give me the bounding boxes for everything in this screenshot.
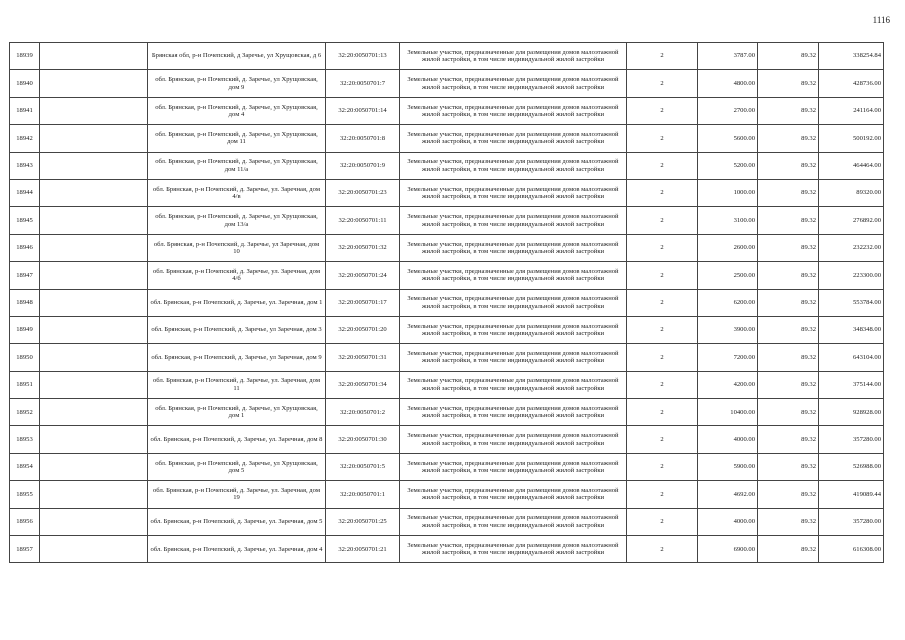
land-use-cell: Земельные участки, предназначенные для размещения домов малоэтажной жилой застройки, в том числе индивидуальной жилой застройки xyxy=(400,179,627,206)
land-use-cell: Земельные участки, предназначенные для размещения домов малоэтажной жилой застройки, в том числе индивидуальной жилой застройки xyxy=(400,234,627,261)
row-number: 18951 xyxy=(10,371,40,398)
cadastral-value-cell: 348348.00 xyxy=(819,316,884,343)
table-row xyxy=(10,536,884,563)
area-cell: 7200.00 xyxy=(698,344,758,371)
row-number: 18941 xyxy=(10,97,40,124)
cadastral-value-cell: 428736.00 xyxy=(819,70,884,97)
address-cell: обл. Брянская, р-н Почепский, д. Заречье, ул Хрущовская, дом 11 xyxy=(148,125,326,152)
row-number: 18939 xyxy=(10,43,40,70)
address-cell: Брянская обл, р-н Почепский, д Заречье, ул Хрущовская, д 6 xyxy=(148,43,326,70)
cadastral-number-cell: 32:20:0050701:1 xyxy=(326,481,400,508)
rate-cell: 89.32 xyxy=(758,234,819,261)
cadastral-value-cell: 223300.00 xyxy=(819,262,884,289)
spacer-cell xyxy=(40,207,148,234)
cadastral-value-cell: 357280.00 xyxy=(819,508,884,535)
area-cell: 4000.00 xyxy=(698,508,758,535)
area-cell: 4000.00 xyxy=(698,426,758,453)
rate-cell: 89.32 xyxy=(758,262,819,289)
row-number: 18946 xyxy=(10,234,40,261)
spacer-cell xyxy=(40,536,148,563)
spacer-cell xyxy=(40,262,148,289)
cadastral-value-cell: 357280.00 xyxy=(819,426,884,453)
spacer-cell xyxy=(40,371,148,398)
spacer-cell xyxy=(40,508,148,535)
address-cell: обл. Брянская, р-н Почепский, д. Заречье, ул. Заречная, дом 4/б xyxy=(148,262,326,289)
table-row xyxy=(10,426,884,453)
spacer-cell xyxy=(40,70,148,97)
area-cell: 5600.00 xyxy=(698,125,758,152)
cadastral-number-cell: 32:20:0050701:32 xyxy=(326,234,400,261)
address-cell: обл. Брянская, р-н Почепский, д. Заречье, ул Хрущовская, дом 13/а xyxy=(148,207,326,234)
land-use-cell: Земельные участки, предназначенные для размещения домов малоэтажной жилой застройки, в том числе индивидуальной жилой застройки xyxy=(400,426,627,453)
cadastral-number-cell: 32:20:0050701:23 xyxy=(326,179,400,206)
cadastral-value-cell: 526988.00 xyxy=(819,453,884,480)
rate-cell: 89.32 xyxy=(758,289,819,316)
area-cell: 4200.00 xyxy=(698,371,758,398)
address-cell: обл. Брянская, р-н Почепский, д. Заречье, ул Хрущовская, дом 5 xyxy=(148,453,326,480)
area-cell: 3100.00 xyxy=(698,207,758,234)
address-cell: обл. Брянская, р-н Почепский, д. Заречье, ул Хрущовская, дом 9 xyxy=(148,70,326,97)
category-cell: 2 xyxy=(627,70,698,97)
table-row xyxy=(10,316,884,343)
rate-cell: 89.32 xyxy=(758,426,819,453)
address-cell: обл. Брянская, р-н Почепский, д. Заречье, ул. Заречная, дом 8 xyxy=(148,426,326,453)
land-use-cell: Земельные участки, предназначенные для размещения домов малоэтажной жилой застройки, в том числе индивидуальной жилой застройки xyxy=(400,152,627,179)
cadastral-number-cell: 32:20:0050701:25 xyxy=(326,508,400,535)
area-cell: 4800.00 xyxy=(698,70,758,97)
table-row xyxy=(10,508,884,535)
category-cell: 2 xyxy=(627,234,698,261)
category-cell: 2 xyxy=(627,43,698,70)
row-number: 18943 xyxy=(10,152,40,179)
cadastral-number-cell: 32:20:0050701:21 xyxy=(326,536,400,563)
cadastral-number-cell: 32:20:0050701:9 xyxy=(326,152,400,179)
address-cell: обл. Брянская, р-н Почепский, д. Заречье, ул Заречная, дом 3 xyxy=(148,316,326,343)
table-row xyxy=(10,344,884,371)
spacer-cell xyxy=(40,179,148,206)
row-number: 18956 xyxy=(10,508,40,535)
table-row xyxy=(10,125,884,152)
address-cell: обл. Брянская, р-н Почепский, д. Заречье, ул Хрущовская, дом 4 xyxy=(148,97,326,124)
address-cell: обл. Брянская, р-н Почепский, д. Заречье, ул. Заречная, дом 5 xyxy=(148,508,326,535)
rate-cell: 89.32 xyxy=(758,125,819,152)
address-cell: обл. Брянская, р-н Почепский, д. Заречье, ул. Заречная, дом 1 xyxy=(148,289,326,316)
row-number: 18957 xyxy=(10,536,40,563)
rate-cell: 89.32 xyxy=(758,43,819,70)
row-number: 18948 xyxy=(10,289,40,316)
land-use-cell: Земельные участки, предназначенные для размещения домов малоэтажной жилой застройки, в том числе индивидуальной жилой застройки xyxy=(400,262,627,289)
cadastral-value-cell: 232232.00 xyxy=(819,234,884,261)
area-cell: 6900.00 xyxy=(698,536,758,563)
category-cell: 2 xyxy=(627,508,698,535)
spacer-cell xyxy=(40,97,148,124)
address-cell: обл. Брянская, р-н Почепский, д. Заречье, ул. Заречная, дом 4 xyxy=(148,536,326,563)
spacer-cell xyxy=(40,289,148,316)
address-cell: обл. Брянская, р-н Почепский, д. Заречье, ул Хрущовская, дом 1 xyxy=(148,399,326,426)
table-row xyxy=(10,97,884,124)
category-cell: 2 xyxy=(627,536,698,563)
land-use-cell: Земельные участки, предназначенные для размещения домов малоэтажной жилой застройки, в том числе индивидуальной жилой застройки xyxy=(400,70,627,97)
category-cell: 2 xyxy=(627,179,698,206)
cadastral-number-cell: 32:20:0050701:31 xyxy=(326,344,400,371)
cadastral-number-cell: 32:20:0050701:7 xyxy=(326,70,400,97)
table-row xyxy=(10,234,884,261)
spacer-cell xyxy=(40,316,148,343)
spacer-cell xyxy=(40,152,148,179)
cadastral-value-cell: 553784.00 xyxy=(819,289,884,316)
table-row xyxy=(10,289,884,316)
cadastral-number-cell: 32:20:0050701:14 xyxy=(326,97,400,124)
spacer-cell xyxy=(40,234,148,261)
rate-cell: 89.32 xyxy=(758,97,819,124)
category-cell: 2 xyxy=(627,316,698,343)
category-cell: 2 xyxy=(627,426,698,453)
cadastral-number-cell: 32:20:0050701:20 xyxy=(326,316,400,343)
area-cell: 6200.00 xyxy=(698,289,758,316)
category-cell: 2 xyxy=(627,399,698,426)
spacer-cell xyxy=(40,43,148,70)
spacer-cell xyxy=(40,481,148,508)
cadastral-value-cell: 643104.00 xyxy=(819,344,884,371)
land-use-cell: Земельные участки, предназначенные для размещения домов малоэтажной жилой застройки, в том числе индивидуальной жилой застройки xyxy=(400,97,627,124)
area-cell: 3787.00 xyxy=(698,43,758,70)
address-cell: обл. Брянская, р-н Почепский, д. Заречье, ул. Заречная, дом 4/в xyxy=(148,179,326,206)
spacer-cell xyxy=(40,125,148,152)
spacer-cell xyxy=(40,344,148,371)
land-use-cell: Земельные участки, предназначенные для размещения домов малоэтажной жилой застройки, в том числе индивидуальной жилой застройки xyxy=(400,481,627,508)
table-row xyxy=(10,179,884,206)
land-register-table xyxy=(9,42,884,563)
land-use-cell: Земельные участки, предназначенные для размещения домов малоэтажной жилой застройки, в том числе индивидуальной жилой застройки xyxy=(400,43,627,70)
cadastral-number-cell: 32:20:0050701:2 xyxy=(326,399,400,426)
land-use-cell: Земельные участки, предназначенные для размещения домов малоэтажной жилой застройки, в том числе индивидуальной жилой застройки xyxy=(400,399,627,426)
area-cell: 2600.00 xyxy=(698,234,758,261)
rate-cell: 89.32 xyxy=(758,371,819,398)
land-use-cell: Земельные участки, предназначенные для размещения домов малоэтажной жилой застройки, в том числе индивидуальной жилой застройки xyxy=(400,453,627,480)
cadastral-number-cell: 32:20:0050701:30 xyxy=(326,426,400,453)
address-cell: обл. Брянская, р-н Почепский, д. Заречье, ул Заречная, дом 9 xyxy=(148,344,326,371)
category-cell: 2 xyxy=(627,262,698,289)
area-cell: 5200.00 xyxy=(698,152,758,179)
cadastral-number-cell: 32:20:0050701:11 xyxy=(326,207,400,234)
land-use-cell: Земельные участки, предназначенные для размещения домов малоэтажной жилой застройки, в том числе индивидуальной жилой застройки xyxy=(400,344,627,371)
row-number: 18954 xyxy=(10,453,40,480)
row-number: 18942 xyxy=(10,125,40,152)
row-number: 18945 xyxy=(10,207,40,234)
rate-cell: 89.32 xyxy=(758,508,819,535)
rate-cell: 89.32 xyxy=(758,399,819,426)
area-cell: 2700.00 xyxy=(698,97,758,124)
rate-cell: 89.32 xyxy=(758,536,819,563)
category-cell: 2 xyxy=(627,125,698,152)
row-number: 18940 xyxy=(10,70,40,97)
table-body xyxy=(10,43,884,563)
spacer-cell xyxy=(40,399,148,426)
table-row xyxy=(10,399,884,426)
address-cell: обл. Брянская, р-н Почепский, д. Заречье, ул Хрущовская, дом 11/а xyxy=(148,152,326,179)
rate-cell: 89.32 xyxy=(758,344,819,371)
category-cell: 2 xyxy=(627,453,698,480)
cadastral-number-cell: 32:20:0050701:17 xyxy=(326,289,400,316)
table-row xyxy=(10,262,884,289)
area-cell: 3900.00 xyxy=(698,316,758,343)
cadastral-number-cell: 32:20:0050701:34 xyxy=(326,371,400,398)
cadastral-value-cell: 464464.00 xyxy=(819,152,884,179)
cadastral-value-cell: 89320.00 xyxy=(819,179,884,206)
category-cell: 2 xyxy=(627,152,698,179)
page-number: 1116 xyxy=(872,15,890,25)
table-row xyxy=(10,152,884,179)
area-cell: 4692.00 xyxy=(698,481,758,508)
category-cell: 2 xyxy=(627,207,698,234)
address-cell: обл. Брянская, р-н Почепский, д. Заречье, ул Заречная, дом 10 xyxy=(148,234,326,261)
table-row xyxy=(10,481,884,508)
category-cell: 2 xyxy=(627,371,698,398)
area-cell: 1000.00 xyxy=(698,179,758,206)
rate-cell: 89.32 xyxy=(758,152,819,179)
row-number: 18953 xyxy=(10,426,40,453)
category-cell: 2 xyxy=(627,289,698,316)
row-number: 18944 xyxy=(10,179,40,206)
land-use-cell: Земельные участки, предназначенные для размещения домов малоэтажной жилой застройки, в том числе индивидуальной жилой застройки xyxy=(400,316,627,343)
area-cell: 2500.00 xyxy=(698,262,758,289)
row-number: 18947 xyxy=(10,262,40,289)
rate-cell: 89.32 xyxy=(758,179,819,206)
land-use-cell: Земельные участки, предназначенные для размещения домов малоэтажной жилой застройки, в том числе индивидуальной жилой застройки xyxy=(400,371,627,398)
cadastral-value-cell: 241164.00 xyxy=(819,97,884,124)
area-cell: 10400.00 xyxy=(698,399,758,426)
cadastral-number-cell: 32:20:0050701:13 xyxy=(326,43,400,70)
rate-cell: 89.32 xyxy=(758,70,819,97)
land-use-cell: Земельные участки, предназначенные для размещения домов малоэтажной жилой застройки, в том числе индивидуальной жилой застройки xyxy=(400,125,627,152)
spacer-cell xyxy=(40,426,148,453)
rate-cell: 89.32 xyxy=(758,316,819,343)
cadastral-number-cell: 32:20:0050701:24 xyxy=(326,262,400,289)
cadastral-value-cell: 276892.00 xyxy=(819,207,884,234)
row-number: 18952 xyxy=(10,399,40,426)
cadastral-value-cell: 375144.00 xyxy=(819,371,884,398)
cadastral-value-cell: 419089.44 xyxy=(819,481,884,508)
spacer-cell xyxy=(40,453,148,480)
area-cell: 5900.00 xyxy=(698,453,758,480)
rate-cell: 89.32 xyxy=(758,481,819,508)
land-use-cell: Земельные участки, предназначенные для размещения домов малоэтажной жилой застройки, в том числе индивидуальной жилой застройки xyxy=(400,508,627,535)
address-cell: обл. Брянская, р-н Почепский, д. Заречье, ул. Заречная, дом 11 xyxy=(148,371,326,398)
table-row xyxy=(10,371,884,398)
address-cell: обл. Брянская, р-н Почепский, д. Заречье, ул. Заречная, дом 19 xyxy=(148,481,326,508)
category-cell: 2 xyxy=(627,97,698,124)
table-row xyxy=(10,453,884,480)
cadastral-value-cell: 928928.00 xyxy=(819,399,884,426)
land-use-cell: Земельные участки, предназначенные для размещения домов малоэтажной жилой застройки, в том числе индивидуальной жилой застройки xyxy=(400,207,627,234)
cadastral-number-cell: 32:20:0050701:5 xyxy=(326,453,400,480)
row-number: 18950 xyxy=(10,344,40,371)
table-row xyxy=(10,70,884,97)
table-row xyxy=(10,43,884,70)
rate-cell: 89.32 xyxy=(758,453,819,480)
row-number: 18949 xyxy=(10,316,40,343)
cadastral-value-cell: 338254.84 xyxy=(819,43,884,70)
land-use-cell: Земельные участки, предназначенные для размещения домов малоэтажной жилой застройки, в том числе индивидуальной жилой застройки xyxy=(400,289,627,316)
category-cell: 2 xyxy=(627,344,698,371)
rate-cell: 89.32 xyxy=(758,207,819,234)
row-number: 18955 xyxy=(10,481,40,508)
category-cell: 2 xyxy=(627,481,698,508)
land-use-cell: Земельные участки, предназначенные для размещения домов малоэтажной жилой застройки, в том числе индивидуальной жилой застройки xyxy=(400,536,627,563)
cadastral-value-cell: 500192.00 xyxy=(819,125,884,152)
table-row xyxy=(10,207,884,234)
cadastral-number-cell: 32:20:0050701:8 xyxy=(326,125,400,152)
cadastral-value-cell: 616308.00 xyxy=(819,536,884,563)
